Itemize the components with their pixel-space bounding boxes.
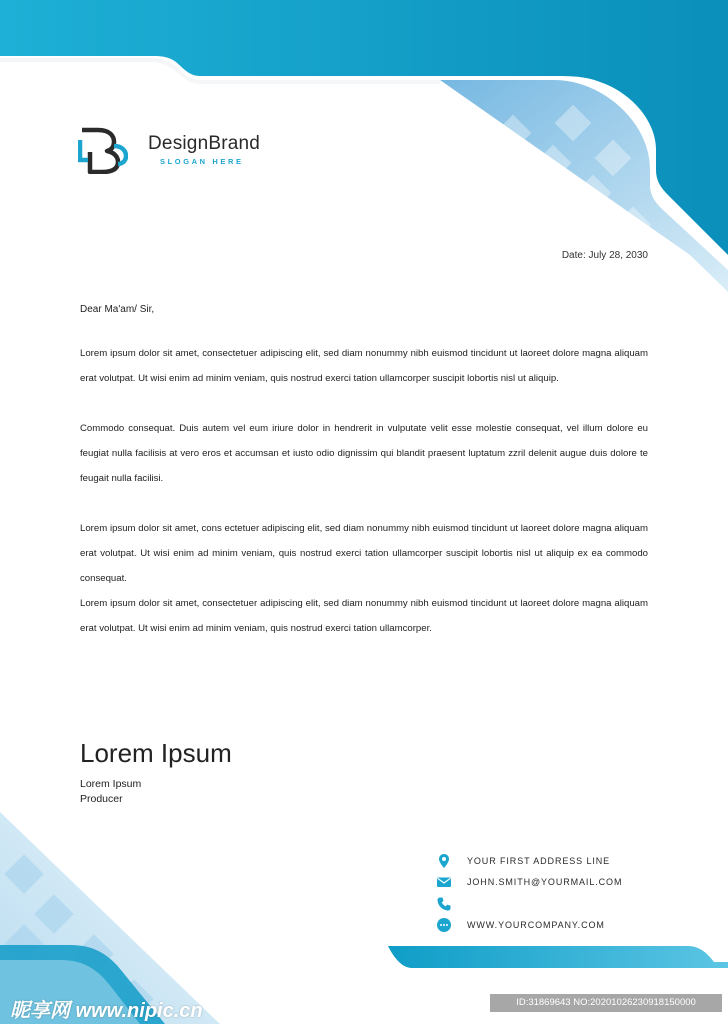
body-paragraph: Lorem ipsum dolor sit amet, consectetuer adipiscing elit, sed diam nonummy nibh euismod tincidunt ut laoreet dolore magna aliquam erat volutpat. Ut wisi enim ad minim veniam, quis nostrud exerci tation ullamcorper. [80, 598, 648, 634]
signature-title: Producer [80, 793, 123, 805]
signature-name: Lorem Ipsum [80, 738, 232, 768]
contact-website-text[interactable]: WWW.YOURCOMPANY.COM [467, 920, 605, 931]
phone-icon [436, 896, 452, 912]
location-pin-icon [436, 853, 452, 869]
contact-address [436, 850, 676, 872]
letter-date: Date: July 28, 2030 [561, 250, 648, 261]
contact-email-text[interactable]: JOHN.SMITH@YOURMAIL.COM [467, 877, 623, 888]
letter-body [80, 341, 648, 641]
watermark-logo: 昵享网 www.nipic.cn [10, 1000, 203, 1022]
mail-icon [436, 874, 452, 890]
brand-name: DesignBrand [148, 133, 261, 154]
globe-icon [436, 917, 452, 933]
body-paragraph: Lorem ipsum dolor sit amet, cons ectetuer adipiscing elit, sed diam nonummy nibh euismod tincidunt ut laoreet dolore magna aliquam erat volutpat. Ut wisi enim ad minim veniam, quis nostrud exerci tation ullamcorper suscipit lobortis nisl ut aliquip ex ea commodo consequat. [80, 523, 648, 584]
contact-phone [436, 893, 676, 915]
contact-website [436, 915, 676, 937]
body-paragraph: Lorem ipsum dolor sit amet, consectetuer adipiscing elit, sed diam nonummy nibh euismod tincidunt ut laoreet dolore magna aliquam erat volutpat. Ut wisi enim ad minim veniam, quis nostrud exerci tation ullamcorper suscipit lobortis nisl ut aliquip. [80, 348, 648, 384]
watermark-id: ID:31869643 NO:20201026230918150000 [490, 994, 722, 1012]
contact-address-text: YOUR FIRST ADDRESS LINE [467, 855, 611, 866]
brand-slogan: SLOGAN HERE [160, 157, 244, 166]
brand-logo-icon [78, 124, 128, 174]
contact-block [436, 850, 676, 936]
contact-email [436, 872, 676, 894]
letter-salutation: Dear Ma'am/ Sir, [80, 304, 155, 315]
signature-line-1: Lorem Ipsum [80, 778, 142, 790]
body-paragraph: Commodo consequat. Duis autem vel eum iriure dolor in hendrerit in vulputate velit esse molestie consequat, vel illum dolore eu feugiat nulla facilisis at vero eros et accumsan et iusto odio dignissim qui blandit praesent luptatum zzril delenit augue duis dolore te feugait nulla facilisi. [80, 423, 648, 484]
